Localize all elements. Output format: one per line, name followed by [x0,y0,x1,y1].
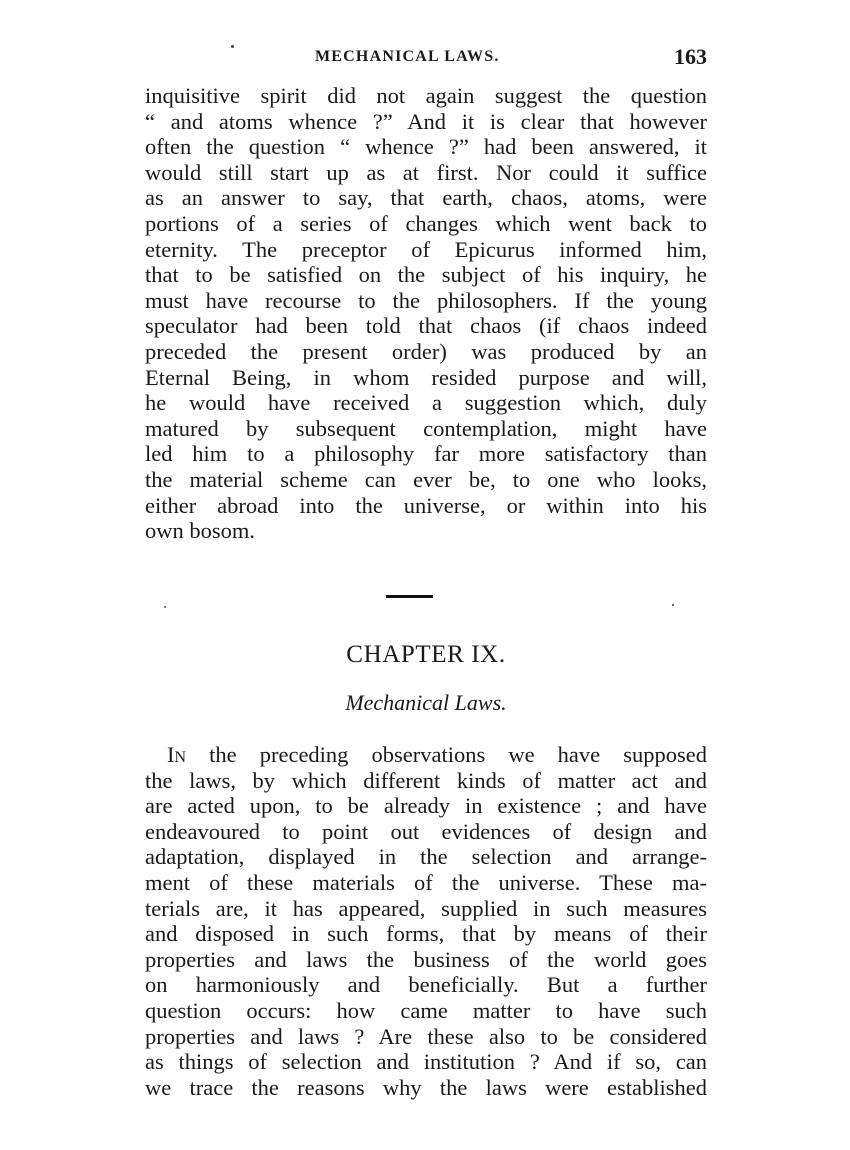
text-line: eternity. The preceptor of Epicurus informed him, [145,236,707,262]
text-line: Eternal Being, in whom resided purpose and will, [145,364,707,390]
text-line: the laws, by which different kinds of matter act and [145,767,707,793]
text-line: are acted upon, to be already in existence ; and have [145,793,707,819]
first-line-text: the preceding observations we have supposed [186,742,707,767]
text-line: either abroad into the universe, or within into his [145,492,707,518]
text-line: as things of selection and institution ? And if so, can [145,1049,707,1075]
text-line: preceded the present order) was produced by an [145,338,707,364]
text-line: question occurs: how came matter to have such [145,997,707,1023]
text-line: must have recourse to the philosophers. If the young [145,287,707,313]
print-speck [672,604,674,606]
text-line: adaptation, displayed in the selection and arrange- [145,844,707,870]
chapter-opening-paragraph [145,742,707,1100]
paragraph-continued [145,83,707,544]
text-line: properties and laws the business of the world goes [145,946,707,972]
text-line-first [145,742,707,768]
text-line: ment of these materials of the universe. These ma- [145,869,707,895]
text-line: as an answer to say, that earth, chaos, atoms, were [145,185,707,211]
chapter-heading: CHAPTER IX. [346,641,506,668]
text-line: properties and laws ? Are these also to be considered [145,1023,707,1049]
running-head [145,44,707,74]
text-line: he would have received a suggestion which, duly [145,390,707,416]
opening-word: In [167,742,187,767]
text-line: terials are, it has appeared, supplied in such measures [145,895,707,921]
text-line: would still start up as at first. Nor could it suffice [145,159,707,185]
text-line: led him to a philosophy far more satisfactory than [145,441,707,467]
text-line: speculator had been told that chaos (if chaos indeed [145,313,707,339]
text-line: endeavoured to point out evidences of design and [145,818,707,844]
chapter-subtitle: Mechanical Laws. [345,690,507,715]
text-line: that to be satisfied on the subject of his inquiry, he [145,262,707,288]
text-line: inquisitive spirit did not again suggest the question [145,83,707,108]
page-number: 163 [674,44,707,69]
text-line: “ and atoms whence ?” And it is clear that however [145,108,707,134]
section-divider-rule [386,595,433,598]
print-speck [231,45,234,48]
text-line: we trace the reasons why the laws were established [145,1074,707,1100]
text-line: often the question “ whence ?” had been answered, it [145,134,707,160]
text-line: own bosom. [145,518,256,544]
text-line: on harmoniously and beneficially. But a further [145,972,707,998]
text-line: and disposed in such forms, that by means of their [145,921,707,947]
print-speck [164,606,166,608]
text-line: the material scheme can ever be, to one who looks, [145,466,707,492]
text-line: portions of a series of changes which went back to [145,210,707,236]
text-line: matured by subsequent contemplation, might have [145,415,707,441]
running-title: MECHANICAL LAWS. [315,48,500,65]
